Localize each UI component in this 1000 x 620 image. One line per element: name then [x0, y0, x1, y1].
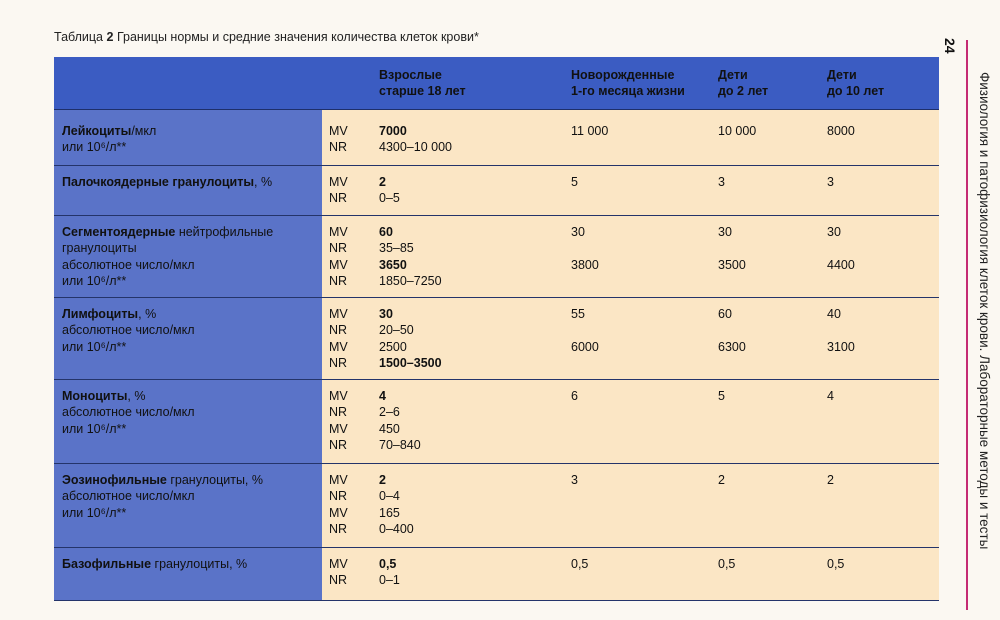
child2-values [718, 174, 725, 207]
row-label [62, 123, 156, 156]
row-separator [54, 297, 939, 298]
row-label-bold: Сегментоядерные [62, 225, 176, 239]
row-label-text: абсолютное число/мкл [62, 405, 195, 420]
row-label-text: абсолютное число/мкл [62, 257, 195, 272]
adult-cell: 7000 [379, 124, 407, 138]
row-codes [329, 306, 348, 371]
newborn-cell: 55 [571, 307, 585, 321]
adult-values [379, 174, 400, 207]
child2-cell [718, 273, 746, 289]
child10-cell: 4400 [827, 257, 855, 272]
row-label [62, 174, 272, 190]
running-header: Физиология и патофизиология клеток крови. Лабораторные методы и тесты [977, 72, 992, 550]
code-cell: NR [329, 140, 348, 155]
code-cell: NR [329, 489, 348, 504]
child10-values [827, 556, 844, 589]
row-label-line [62, 388, 195, 404]
row-label-text: или 10⁶/л** [62, 273, 127, 288]
adult-cell: 60 [379, 225, 393, 239]
child10-cell: 4 [827, 389, 834, 403]
child2-values [718, 306, 746, 371]
child10-cell: 3 [827, 175, 834, 189]
child10-cell [827, 421, 834, 437]
row-label-text: или 10⁶/л** [62, 505, 127, 520]
row-label-line [62, 257, 273, 273]
code-cell: MV [329, 339, 348, 354]
child10-cell [827, 521, 834, 537]
code-cell: MV [329, 257, 348, 272]
adult-values [379, 123, 452, 156]
child2-cell [718, 139, 756, 155]
caption-prefix: Таблица [54, 30, 104, 44]
child10-cell [827, 190, 834, 206]
child2-values [718, 224, 746, 289]
row-codes [329, 556, 348, 589]
child10-values [827, 174, 834, 207]
row-label-text: /мкл [131, 124, 157, 138]
child2-cell: 3 [718, 175, 725, 189]
table-header [54, 57, 939, 110]
row-separator [54, 600, 939, 601]
row-label-line [62, 556, 247, 572]
child2-values [718, 556, 735, 589]
row-label [62, 472, 263, 521]
row-label-text: гранулоциты, % [166, 473, 263, 487]
row-label-text: , % [138, 307, 157, 321]
adult-cell: 4 [379, 389, 386, 403]
row-label [62, 556, 247, 572]
code-cell: NR [329, 405, 348, 420]
adult-cell: 165 [379, 505, 400, 520]
adult-cell: 2 [379, 473, 386, 487]
page-number: 24 [942, 38, 958, 54]
row-label-line [62, 339, 195, 355]
row-label-text: абсолютное число/мкл [62, 489, 195, 504]
code-cell: MV [329, 124, 348, 138]
child10-cell [827, 572, 844, 588]
row-label-line [62, 139, 156, 155]
code-cell: NR [329, 241, 348, 256]
child2-cell [718, 488, 725, 504]
child10-cell [827, 437, 834, 453]
code-cell: MV [329, 225, 348, 239]
row-codes [329, 224, 348, 289]
newborn-cell: 6000 [571, 339, 599, 354]
child10-values [827, 306, 855, 371]
row-label-bold: Моноциты [62, 389, 128, 403]
code-cell: MV [329, 307, 348, 321]
adult-cell: 30 [379, 307, 393, 321]
child10-cell [827, 505, 834, 521]
child2-cell [718, 404, 725, 420]
adult-cell: 450 [379, 421, 400, 436]
newborn-cell [571, 404, 578, 420]
table-caption [54, 30, 479, 44]
child2-cell: 30 [718, 225, 732, 239]
child2-cell: 0,5 [718, 557, 736, 571]
child2-cell: 3500 [718, 257, 746, 272]
adult-cell: 2–6 [379, 405, 400, 420]
row-codes [329, 174, 348, 207]
row-separator [54, 379, 939, 380]
child10-cell [827, 139, 855, 155]
newborn-cell [571, 572, 588, 588]
newborn-values [571, 472, 578, 537]
newborn-cell [571, 488, 578, 504]
row-separator [54, 215, 939, 216]
child10-values [827, 472, 834, 537]
row-codes [329, 388, 348, 453]
row-label-bold: Лимфоциты [62, 307, 139, 321]
child10-cell [827, 273, 855, 289]
child10-cell: 0,5 [827, 557, 845, 571]
child2-cell: 60 [718, 307, 732, 321]
adult-values [379, 472, 414, 537]
adult-cell: 1500–3500 [379, 355, 442, 370]
adult-cell: 2 [379, 175, 386, 189]
newborn-values [571, 388, 578, 453]
code-cell: NR [329, 191, 348, 206]
header-children-10: Дети до 10 лет [827, 68, 885, 98]
newborn-cell [571, 355, 599, 371]
code-cell: NR [329, 573, 348, 588]
child10-cell [827, 488, 834, 504]
adult-values [379, 556, 400, 589]
child10-values [827, 123, 855, 156]
code-cell: NR [329, 437, 348, 452]
adult-cell: 4300–10 000 [379, 140, 452, 155]
newborn-cell: 3800 [571, 257, 599, 272]
child2-cell: 10 000 [718, 124, 757, 138]
newborn-cell [571, 505, 578, 521]
row-label [62, 388, 195, 437]
row-label-text: или 10⁶/л** [62, 140, 127, 155]
newborn-values [571, 224, 599, 289]
code-cell: MV [329, 557, 348, 571]
child2-cell [718, 572, 735, 588]
code-cell: NR [329, 323, 348, 338]
newborn-values [571, 174, 578, 207]
row-separator [54, 165, 939, 166]
adult-values [379, 306, 442, 371]
row-codes [329, 472, 348, 537]
child10-cell [827, 404, 834, 420]
child10-cell: 40 [827, 307, 841, 321]
newborn-cell [571, 521, 578, 537]
child10-cell: 30 [827, 225, 841, 239]
adult-cell: 0–1 [379, 573, 400, 588]
child10-cell: 3100 [827, 339, 855, 354]
child2-cell [718, 355, 746, 371]
adult-cell: 0–400 [379, 521, 414, 536]
row-label-line [62, 421, 195, 437]
blood-cell-table [54, 57, 939, 600]
child2-cell [718, 521, 725, 537]
adult-cell: 20–50 [379, 323, 414, 338]
row-label-line [62, 306, 195, 322]
row-label-text: гранулоциты [62, 241, 137, 256]
row-label-line [62, 174, 272, 190]
row-label-line [62, 123, 156, 139]
newborn-values [571, 556, 588, 589]
row-label-text: или 10⁶/л** [62, 421, 127, 436]
header-children-2: Дети до 2 лет [718, 68, 769, 98]
newborn-cell [571, 190, 578, 206]
adult-cell: 2500 [379, 339, 407, 354]
caption-number: 2 [106, 30, 114, 44]
newborn-cell: 6 [571, 389, 578, 403]
child2-cell [718, 505, 725, 521]
child2-cell [718, 437, 725, 453]
adult-values [379, 388, 421, 453]
newborn-cell [571, 322, 599, 338]
adult-cell: 3650 [379, 257, 407, 272]
row-label-line [62, 505, 263, 521]
child10-values [827, 388, 834, 453]
code-cell: NR [329, 355, 348, 370]
row-label-line [62, 224, 273, 240]
row-label-text: , % [127, 389, 146, 403]
row-label-line [62, 404, 195, 420]
child10-cell [827, 322, 855, 338]
row-label-bold: Базофильные [62, 557, 152, 571]
child2-cell [718, 190, 725, 206]
code-cell: MV [329, 175, 348, 189]
row-separator [54, 547, 939, 548]
newborn-cell: 30 [571, 225, 585, 239]
newborn-cell: 5 [571, 175, 578, 189]
row-label [62, 306, 195, 355]
child2-cell [718, 421, 725, 437]
newborn-values [571, 306, 599, 371]
newborn-cell [571, 273, 599, 289]
newborn-cell: 0,5 [571, 557, 589, 571]
row-label-bold: Лейкоциты [62, 124, 132, 138]
adult-cell: 0–5 [379, 191, 400, 206]
adult-cell: 35–85 [379, 241, 414, 256]
row-label-line [62, 472, 263, 488]
adult-cell: 1850–7250 [379, 273, 442, 288]
page-edge-bar [966, 40, 968, 610]
row-label-line [62, 240, 273, 256]
child2-cell: 2 [718, 473, 725, 487]
code-cell: MV [329, 421, 348, 436]
newborn-cell: 3 [571, 473, 578, 487]
code-cell: MV [329, 473, 348, 487]
header-adults: Взрослые старше 18 лет [379, 68, 466, 98]
adult-values [379, 224, 442, 289]
row-label [62, 224, 273, 289]
child10-cell [827, 355, 855, 371]
row-label-text: нейтрофильные [175, 225, 274, 239]
child2-cell [718, 240, 746, 256]
row-label-bold: Эозинофильные [62, 473, 167, 487]
row-label-text: , % [254, 175, 273, 189]
code-cell: MV [329, 505, 348, 520]
row-separator [54, 463, 939, 464]
child10-cell: 2 [827, 473, 834, 487]
row-label-line [62, 322, 195, 338]
row-label-text: абсолютное число/мкл [62, 323, 195, 338]
caption-text: Границы нормы и средние значения количества клеток крови* [116, 30, 479, 44]
row-label-line [62, 488, 263, 504]
row-label-text: гранулоциты, % [151, 557, 248, 571]
child2-values [718, 472, 725, 537]
code-cell: NR [329, 521, 348, 536]
row-codes [329, 123, 348, 156]
child2-values [718, 388, 725, 453]
adult-cell: 0,5 [379, 557, 397, 571]
child2-values [718, 123, 756, 156]
child2-cell [718, 322, 746, 338]
newborn-cell [571, 240, 599, 256]
adult-cell: 70–840 [379, 437, 421, 452]
child10-cell: 8000 [827, 124, 855, 138]
child10-values [827, 224, 855, 289]
child2-cell: 5 [718, 389, 725, 403]
newborn-values [571, 123, 608, 156]
code-cell: NR [329, 273, 348, 288]
row-label-text: или 10⁶/л** [62, 339, 127, 354]
code-cell: MV [329, 389, 348, 403]
newborn-cell: 11 000 [571, 124, 609, 138]
row-label-bold: Палочкоядерные гранулоциты [62, 175, 255, 189]
adult-cell: 0–4 [379, 489, 400, 504]
newborn-cell [571, 421, 578, 437]
header-newborns: Новорожденные 1-го месяца жизни [571, 68, 685, 98]
child10-cell [827, 240, 855, 256]
row-label-line [62, 273, 273, 289]
child2-cell: 6300 [718, 339, 746, 354]
newborn-cell [571, 139, 608, 155]
newborn-cell [571, 437, 578, 453]
